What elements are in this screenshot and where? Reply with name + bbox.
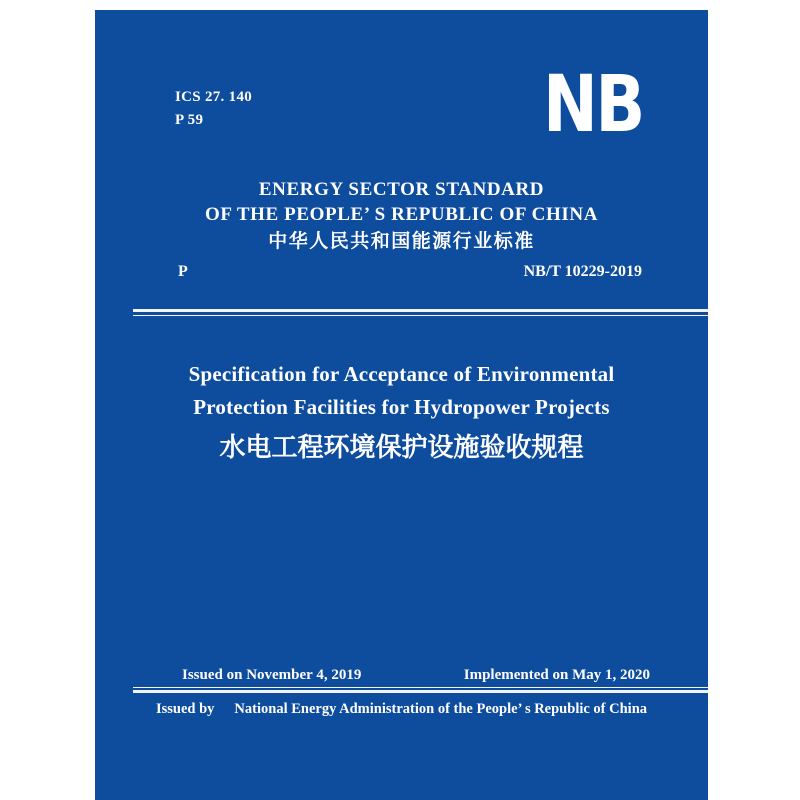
title-zh-line: 水电工程环境保护设施验收规程 <box>219 433 584 462</box>
top-rule-thick <box>133 309 708 312</box>
standard-cover <box>95 10 708 800</box>
bottom-rule-thick <box>133 690 708 693</box>
issuer-row <box>95 701 708 718</box>
bottom-rule-thin <box>133 687 708 688</box>
title-en-line1: Specification for Acceptance of Environmental <box>188 362 615 386</box>
dates-row <box>182 667 650 684</box>
ics-classification-block <box>175 86 252 132</box>
issuer-name: National Energy Administration of the People’ s Republic of China <box>234 701 648 717</box>
nb-logo: NB <box>543 60 643 150</box>
top-rule-thin <box>133 315 708 316</box>
heading-en-line1: ENERGY SECTOR STANDARD <box>258 179 545 200</box>
standard-heading <box>95 177 708 254</box>
class-letter: P <box>178 263 188 280</box>
standard-number: NB/T 10229-2019 <box>523 263 642 280</box>
issued-by-label: Issued by <box>155 701 215 717</box>
heading-zh-line: 中华人民共和国能源行业标准 <box>268 231 535 252</box>
doc-class-code: P 59 <box>175 112 204 128</box>
implemented-date: Implemented on May 1, 2020 <box>463 667 650 683</box>
ics-code: ICS 27. 140 <box>175 89 253 105</box>
title-block <box>95 358 708 465</box>
standard-number-row <box>178 263 642 281</box>
title-en-line2: Protection Facilities for Hydropower Projects <box>193 395 610 419</box>
heading-en-line2: OF THE PEOPLE’ S REPUBLIC OF CHINA <box>204 204 599 225</box>
issued-date: Issued on November 4, 2019 <box>182 667 362 683</box>
